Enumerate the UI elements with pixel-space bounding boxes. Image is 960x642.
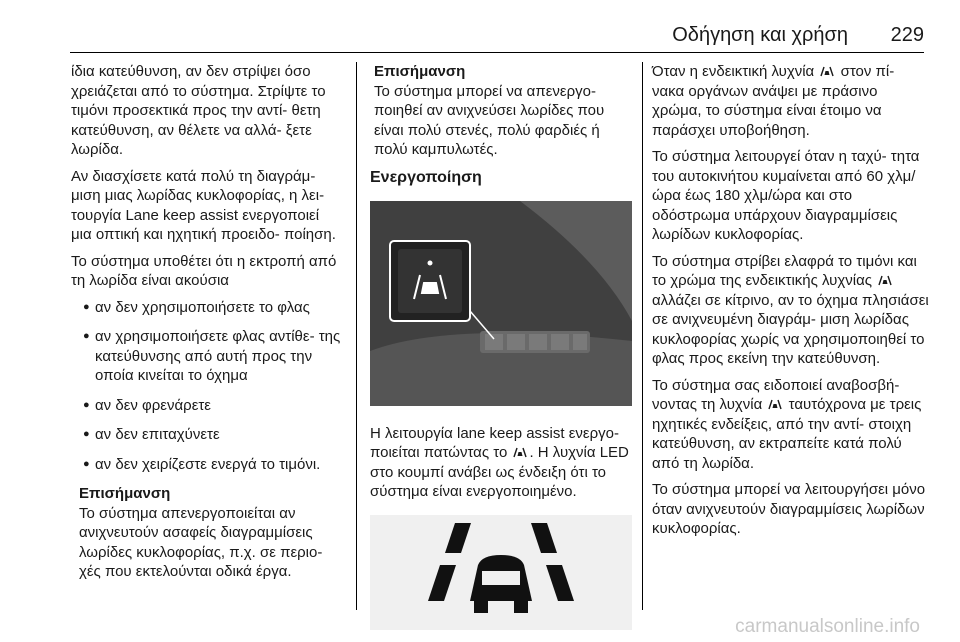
paragraph: Το σύστημα λειτουργεί όταν η ταχύ- τητα του αυτοκινήτου κυμαίνεται από 60 χλμ/ώρα έως 180 χλμ/ώρα και στο οδόστρωμα υπάρχουν διαγραμμίσεις λωρίδων κυκλοφορίας.: [652, 148, 920, 243]
paragraph: Όταν η ενδεικτική λυχνία στον πί- νακα οργάνων ανάψει με πράσινο χρώμα, το σύστημα είναι έτοιμο να παράσχει υποβοήθηση.: [652, 63, 895, 139]
section-heading: Ενεργοποίηση: [370, 168, 482, 186]
paragraph: Αν διασχίσετε κατά πολύ τη διαγράμ- μιση μιας λωρίδας κυκλοφορίας, η λει- τουργία Lane keep assist ενεργοποιεί μια οπτική και ηχητική προειδο- ποίηση.: [71, 167, 336, 243]
activation-paragraph: Η λειτουργία lane keep assist ενεργο- ποιείται πατώντας το . Η λυχνία LED στο κουμπί ανάβει ως ένδειξη ότι το σύστημα είναι ενεργοποιημένο.: [370, 424, 629, 500]
bullet-item: ● αν δεν φρενάρετε: [71, 396, 343, 416]
bullet-list: [71, 298, 343, 475]
dashboard-button-photo: [370, 201, 632, 406]
lane-assist-icon: [820, 66, 834, 77]
note-heading: Επισήμανση: [79, 485, 171, 502]
column-divider: [356, 62, 357, 610]
page-header: [0, 0, 960, 50]
column-divider: [642, 62, 643, 610]
column-3: [652, 62, 930, 546]
column-2: [370, 62, 635, 635]
header-rule: [70, 52, 924, 53]
lane-assist-icon: [768, 399, 782, 410]
paragraph: ίδια κατεύθυνση, αν δεν στρίψει όσο χρειάζεται από το σύστημα. Στρίψτε το τιμόνι προσεκτικά προς την αντί- θετη κατεύθυνση, αν θέλετε να αλλά- ξετε λωρίδα.: [71, 63, 326, 158]
note-heading: Επισήμανση: [374, 63, 466, 80]
paragraph: Το σύστημα στρίβει ελαφρά το τιμόνι και το χρώμα της ενδεικτικής λυχνίας αλλάζει σε κίτρινο, αν το όχημα πλησιάσει σε ανιχνευμένη διαγράμ- μιση λωρίδας κυκλοφορίας χωρίς να χρησιμοποιηθεί το φλας προς εκείνη την κατεύθυνση.: [652, 252, 929, 367]
page-number: 229: [890, 24, 924, 46]
paragraph: Το σύστημα μπορεί να λειτουργήσει μόνο όταν ανιχνευτούν διαγραμμίσεις λωρίδων κυκλοφορίας.: [652, 481, 926, 537]
note-text: Το σύστημα μπορεί να απενεργο- ποιηθεί αν ανιχνεύσει λωρίδες που είναι πολύ στενές, πολύ φαρδιές ή πολύ καμπυλωτές.: [374, 82, 605, 158]
lane-assist-icon: [513, 447, 527, 458]
header-title: Οδήγηση και χρήση: [672, 24, 848, 46]
bullet-item: ● αν δεν χειρίζεστε ενεργά το τιμόνι.: [71, 455, 343, 475]
bullet-item: ● αν δεν επιταχύνετε: [71, 425, 343, 445]
note-box: [71, 484, 343, 582]
column-1: [71, 62, 343, 590]
lane-assist-icon: [878, 275, 892, 286]
note-text: Το σύστημα απενεργοποιείται αν ανιχνευτούν ασαφείς διαγραμμίσεις λωρίδες κυκλοφορίας, π.χ. σε περιο- χές που εκτελούνται οδικά έργα.: [79, 504, 323, 580]
bullet-item: ● αν δεν χρησιμοποιήσετε το φλας: [71, 298, 343, 318]
bullet-item: ● αν χρησιμοποιήσετε φλας αντίθε- της κατεύθυνσης από αυτή προς την οποία κινείται το όχημα: [71, 327, 343, 386]
note-box: [370, 62, 635, 160]
paragraph: Το σύστημα υποθέτει ότι η εκτροπή από τη λωρίδα είναι ακούσια: [71, 252, 337, 289]
watermark: carmanualsonline.info: [735, 616, 920, 637]
lane-assist-symbol-diagram: [370, 515, 632, 630]
paragraph: Το σύστημα σας ειδοποιεί αναβοσβή- νοντας τη λυχνία ταυτόχρονα με τρεις ηχητικές ενδείξεις, από την αντί- στοιχη κατεύθυνση, αν εκτραπείτε κατά πολύ από τη λωρίδα.: [652, 376, 922, 472]
